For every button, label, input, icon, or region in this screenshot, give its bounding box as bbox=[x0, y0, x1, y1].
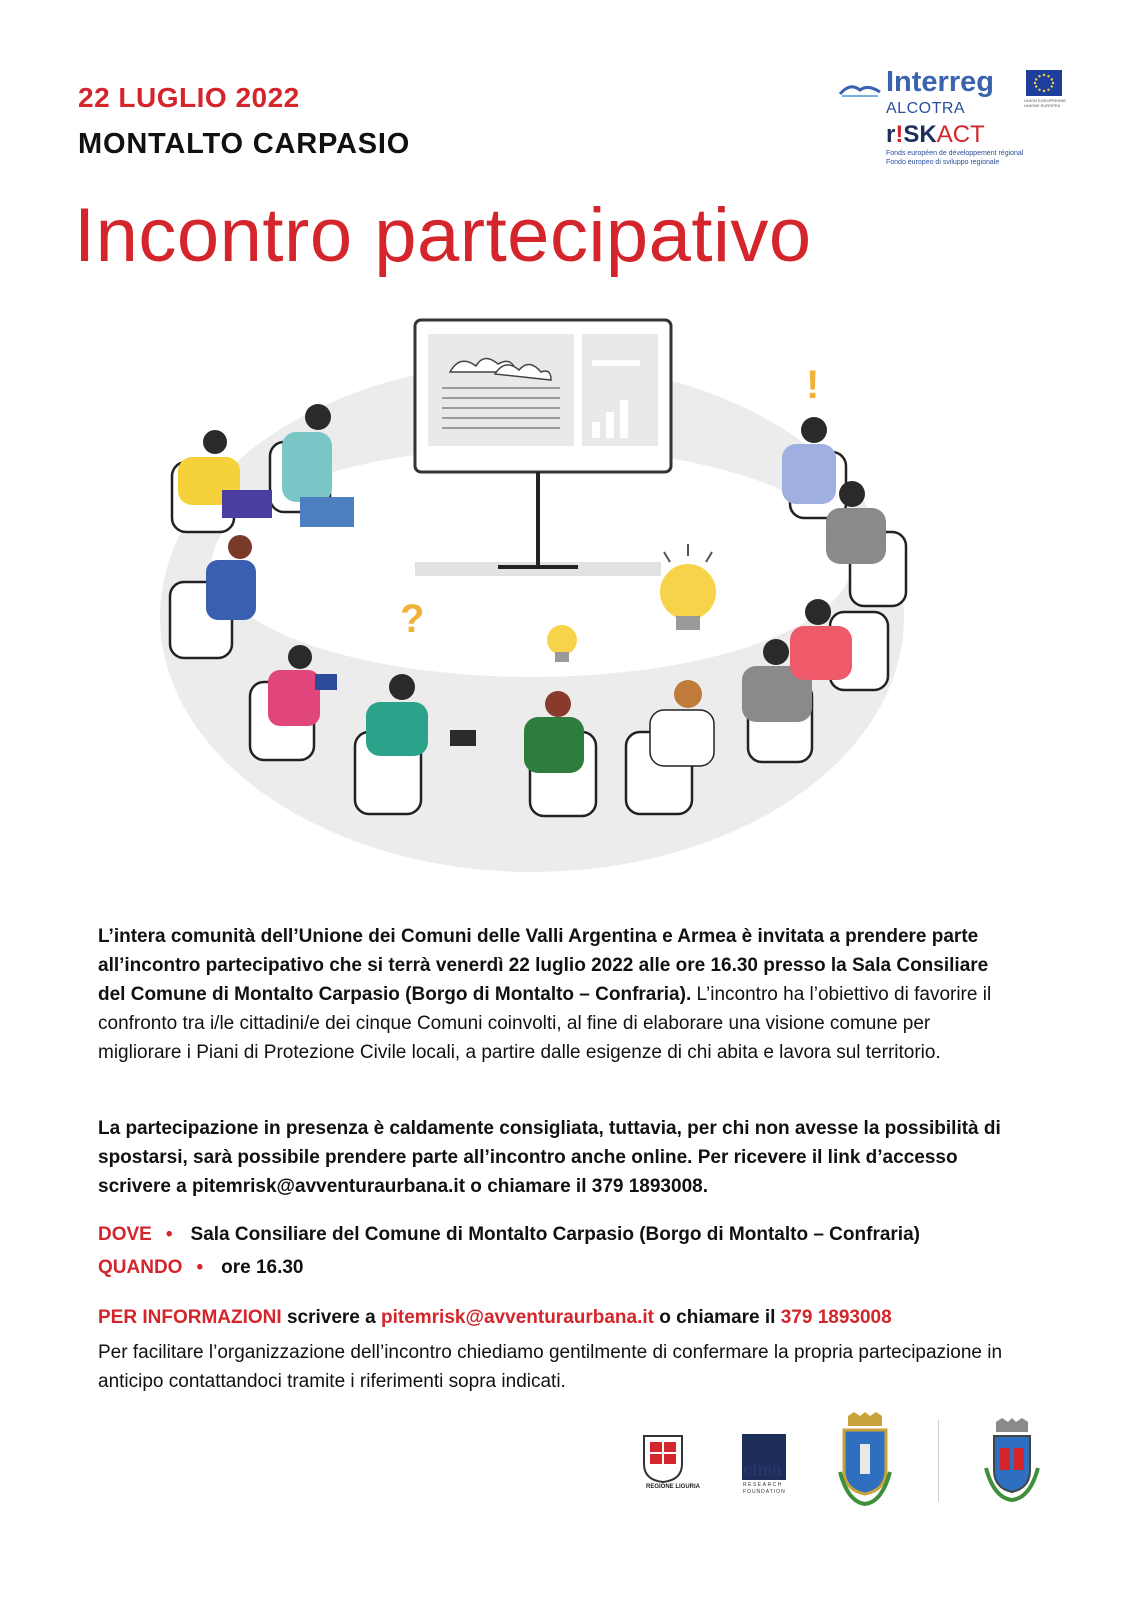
contact-email-link[interactable]: pitemrisk@avventuraurbana.it bbox=[380, 1307, 654, 1328]
page-title: Incontro partecipativo bbox=[74, 193, 812, 278]
contact-write-text: scrivere a bbox=[286, 1307, 376, 1328]
interreg-wave-icon bbox=[838, 78, 882, 98]
partner-logos bbox=[630, 1410, 1070, 1515]
cima-sub-research: RESEARCH bbox=[743, 1482, 783, 1488]
liguria-caption: REGIONE LIGURIA bbox=[646, 1484, 701, 1490]
event-date: 22 LUGLIO 2022 bbox=[78, 82, 300, 113]
regione-liguria-logo bbox=[642, 1434, 684, 1484]
eu-flag-icon bbox=[1026, 70, 1062, 96]
alcotra-wordmark: ALCOTRA bbox=[886, 100, 966, 117]
question-mark-icon: ? bbox=[400, 597, 425, 641]
exclamation-mark-icon: ! bbox=[806, 363, 820, 407]
contact-label: PER INFORMAZIONI bbox=[98, 1307, 282, 1328]
where-value: Sala Consiliare del Comune di Montalto Carpasio (Borgo di Montalto – Confraria) bbox=[190, 1224, 920, 1245]
cima-sub-foundation: FOUNDATION bbox=[743, 1489, 786, 1495]
person bbox=[782, 417, 836, 504]
municipal-crest-logo-2 bbox=[982, 1418, 1042, 1504]
event-place: MONTALTO CARPASIO bbox=[78, 128, 411, 160]
contact-line bbox=[98, 1307, 892, 1329]
meeting-illustration bbox=[150, 312, 930, 887]
bullet-icon: • bbox=[165, 1224, 173, 1245]
intro-paragraph bbox=[98, 922, 1018, 1067]
cima-wordmark: cima bbox=[743, 1460, 782, 1479]
fund-caption-fr: Fonds européen de développement régional bbox=[886, 150, 1024, 157]
eu-caption-it: UNIONE EUROPEA bbox=[1024, 103, 1061, 108]
online-paragraph: La partecipazione in presenza è caldamente consigliata, tuttavia, per chi non avesse la possibilità di spostarsi, sarà possibile prendere parte all’incontro anche online. Per ricevere il link d’accesso scrivere a pitemrisk@avventuraurbana.it o chiamare il 379 1893008. bbox=[98, 1118, 1001, 1197]
rsvp-note: Per facilitare l’organizzazione dell’incontro chiediamo gentilmente di confermare la propria partecipazione in anticipo contattandoci tramite i riferimenti sopra indicati. bbox=[98, 1342, 1003, 1392]
logo-divider bbox=[938, 1420, 939, 1502]
where-label: DOVE bbox=[98, 1224, 152, 1245]
fund-caption-it: Fondo europeo di sviluppo regionale bbox=[886, 159, 1000, 166]
when-value: ore 16.30 bbox=[221, 1257, 304, 1278]
contact-phone-link[interactable]: 379 1893008 bbox=[780, 1307, 892, 1328]
interreg-wordmark: Interreg bbox=[886, 66, 994, 98]
municipal-crest-logo bbox=[834, 1412, 896, 1508]
interreg-riskact-logo bbox=[838, 66, 1068, 176]
bullet-icon: • bbox=[196, 1257, 204, 1278]
eu-caption-fr: UNION EUROPÉENNE bbox=[1024, 98, 1067, 103]
where-row bbox=[98, 1224, 920, 1246]
intro-regular-text: L’incontro ha l’obiettivo di favorire il confronto tra i/le cittadini/e dei cinque Comuni coinvolti, al fine di elaborare una visione comune per migliorare i Piani di Protezione Civile locali, a partire dalle esigenze di chi abita e lavora sul territorio. bbox=[98, 984, 992, 1063]
intro-bold-text: L’intera comunità dell’Unione dei Comuni delle Valli Argentina e Armea è invitata a prendere parte all’incontro partecipativo che si terrà venerdì 22 luglio 2022 alle ore 16.30 presso la Sala Consiliare del Comune di Montalto Carpasio (Borgo di Montalto – Confraria). bbox=[98, 926, 989, 1005]
when-row bbox=[98, 1257, 304, 1279]
riskact-wordmark: r!SKACT bbox=[886, 121, 985, 148]
contact-call-text: o chiamare il bbox=[659, 1307, 776, 1328]
when-label: QUANDO bbox=[98, 1257, 183, 1278]
